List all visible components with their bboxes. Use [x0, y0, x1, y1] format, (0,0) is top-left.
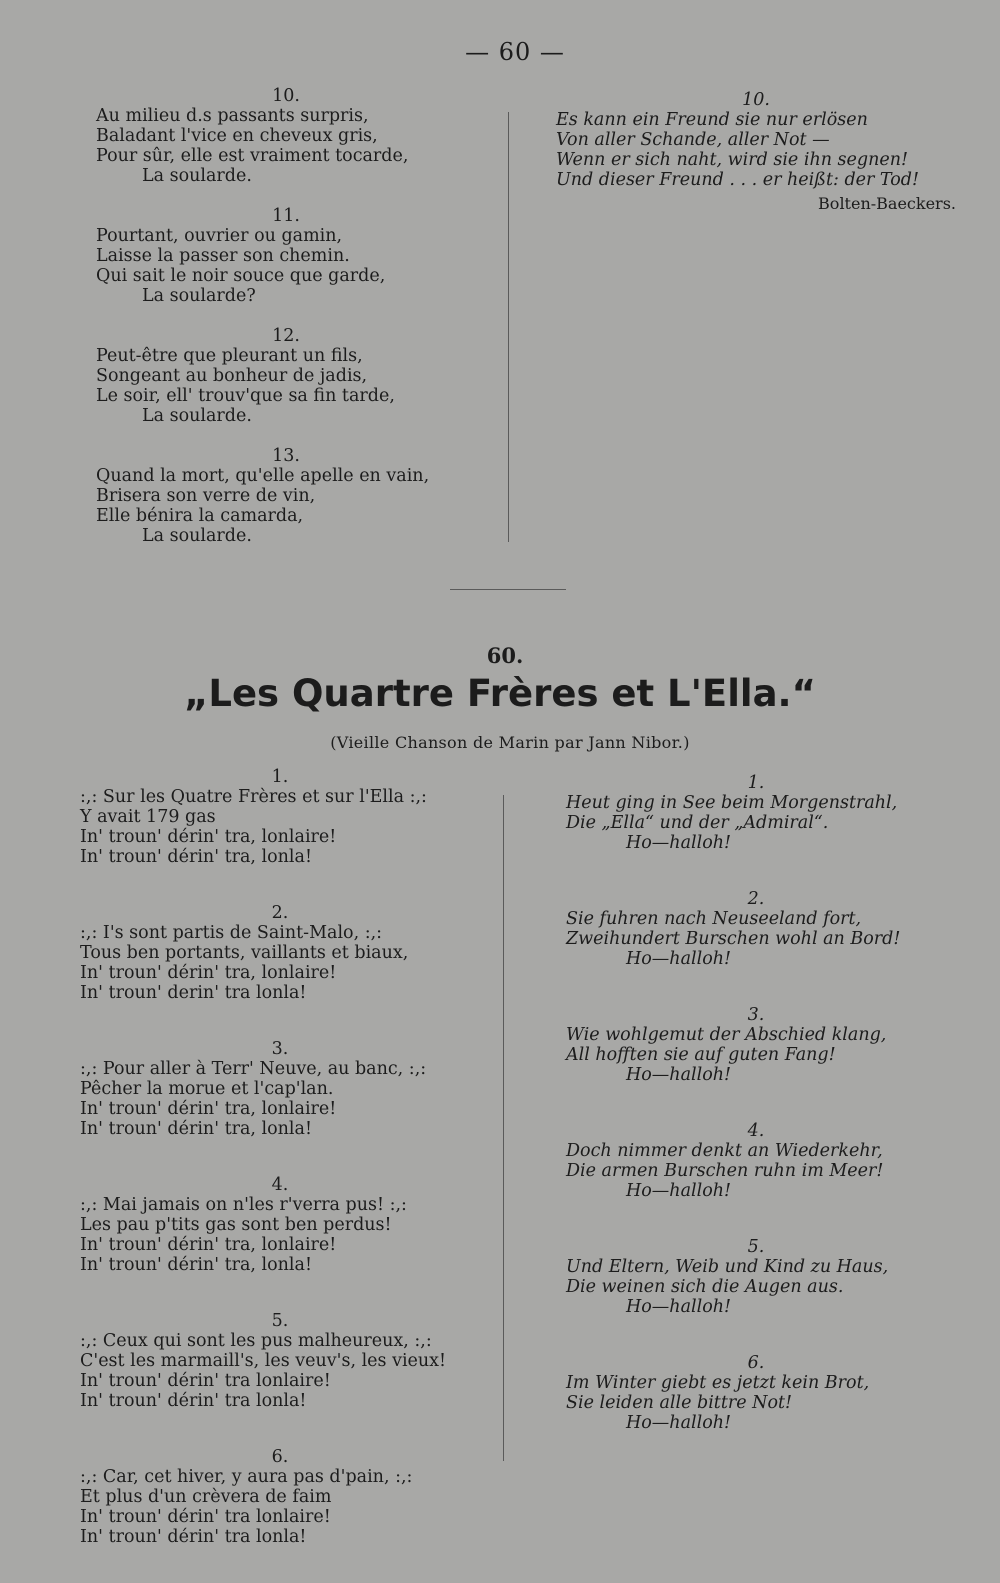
- verse-line: :,: Pour aller à Terr' Neuve, au banc, :,:: [80, 1059, 427, 1079]
- verse-number: 1.: [747, 773, 765, 793]
- column-divider-bottom: [503, 795, 504, 1461]
- verse-line: Tous ben portants, vaillants et biaux,: [80, 943, 409, 963]
- verse-line: In' troun' dérin' tra, lonlaire!: [80, 963, 337, 983]
- song-subtitle: (Vieille Chanson de Marin par Jann Nibor.): [330, 733, 690, 752]
- verse-line: Wenn er sich naht, wird sie ihn segnen!: [556, 150, 909, 170]
- verse-line: Baladant l'vice en cheveux gris,: [96, 126, 378, 146]
- verse-number: 6.: [747, 1353, 765, 1373]
- verse-line: :,: Car, cet hiver, y aura pas d'pain, :,:: [80, 1467, 413, 1487]
- verse-number: 5.: [747, 1237, 765, 1257]
- verse-line: :,: Mai jamais on n'les r'verra pus! :,:: [80, 1195, 407, 1215]
- stanza: [80, 1175, 480, 1275]
- verse-line: Le soir, ell' trouv'que sa fin tarde,: [96, 386, 395, 406]
- verse-line: In' troun' dérin' tra, lonlaire!: [80, 1235, 337, 1255]
- verse-line: Quand la mort, qu'elle apelle en vain,: [96, 466, 430, 486]
- verse-line: In' troun' derin' tra lonla!: [80, 983, 307, 1003]
- refrain-line: La soularde.: [142, 166, 252, 186]
- verse-line: Pêcher la morue et l'cap'lan.: [80, 1079, 334, 1099]
- stanza: [566, 1005, 946, 1085]
- verse-number: 12.: [272, 326, 300, 346]
- stanza: [566, 1121, 946, 1201]
- verse-number: 5.: [271, 1311, 289, 1331]
- verse-number: 1.: [271, 767, 289, 787]
- german-verse-top: [556, 90, 956, 214]
- verse-line: Peut-être que pleurant un fils,: [96, 346, 363, 366]
- refrain-line: La soularde?: [142, 286, 256, 306]
- verse-number: 4.: [271, 1175, 289, 1195]
- song-number: 60.: [486, 643, 524, 668]
- verse-line: Es kann ein Freund sie nur erlösen: [556, 110, 868, 130]
- verse-line: Und dieser Freund . . . er heißt: der Tod!: [556, 170, 920, 190]
- verse-line: All hofften sie auf guten Fang!: [566, 1045, 836, 1065]
- verse-number: 13.: [272, 446, 300, 466]
- song-title: „Les Quartre Frères et L'Ella.“: [184, 672, 816, 715]
- stanza: [566, 1237, 946, 1317]
- verse-line: In' troun' dérin' tra, lonla!: [80, 847, 312, 867]
- refrain-line: Ho—halloh!: [626, 1181, 732, 1201]
- stanza: [566, 1353, 946, 1433]
- verse-line: C'est les marmaill's, les veuv's, les vieux!: [80, 1351, 447, 1371]
- verse-line: Doch nimmer denkt an Wiederkehr,: [566, 1141, 883, 1161]
- verse-line: Von aller Schande, aller Not —: [556, 130, 830, 150]
- verse-line: In' troun' dérin' tra lonlaire!: [80, 1371, 331, 1391]
- verse-line: In' troun' dérin' tra, lonla!: [80, 1119, 312, 1139]
- verse-line: Die armen Burschen ruhn im Meer!: [566, 1161, 884, 1181]
- refrain-line: Ho—halloh!: [626, 1413, 732, 1433]
- verse-line: In' troun' dérin' tra, lonlaire!: [80, 827, 337, 847]
- column-divider-top: [508, 112, 509, 542]
- verse-line: Die „Ella“ und der „Admiral“.: [566, 813, 829, 833]
- stanza: [96, 446, 476, 546]
- verse-line: :,: I's sont partis de Saint-Malo, :,:: [80, 923, 383, 943]
- verse-line: Au milieu d.s passants surpris,: [96, 106, 369, 126]
- verse-line: In' troun' dérin' tra lonla!: [80, 1527, 307, 1547]
- verse-number: 4.: [747, 1121, 765, 1141]
- verse-line: Les pau p'tits gas sont ben perdus!: [80, 1215, 392, 1235]
- verse-line: Wie wohlgemut der Abschied klang,: [566, 1025, 887, 1045]
- stanza: [566, 773, 946, 853]
- verse-number: 2.: [747, 889, 765, 909]
- verse-number: 6.: [271, 1447, 289, 1467]
- page-number: — 60 —: [465, 38, 565, 66]
- verse-number: 3.: [271, 1039, 289, 1059]
- verse-line: In' troun' dérin' tra, lonla!: [80, 1255, 312, 1275]
- verse-number: 3.: [747, 1005, 765, 1025]
- verse-line: :,: Sur les Quatre Frères et sur l'Ella :,:: [80, 787, 427, 807]
- verse-line: Songeant au bonheur de jadis,: [96, 366, 368, 386]
- verse-line: Et plus d'un crèvera de faim: [80, 1487, 332, 1507]
- german-verses-bottom: [566, 773, 946, 1469]
- stanza: [96, 326, 476, 426]
- stanza: [80, 1447, 480, 1547]
- french-verses-bottom: [80, 767, 480, 1583]
- verse-line: Und Eltern, Weib und Kind zu Haus,: [566, 1257, 889, 1277]
- refrain-line: Ho—halloh!: [626, 1297, 732, 1317]
- verse-number: 10.: [272, 86, 300, 106]
- stanza: [80, 767, 480, 867]
- verse-line: Sie fuhren nach Neuseeland fort,: [566, 909, 862, 929]
- refrain-line: Ho—halloh!: [626, 1065, 732, 1085]
- verse-line: Zweihundert Burschen wohl an Bord!: [566, 929, 901, 949]
- author-signature: Bolten-Baeckers.: [818, 194, 956, 213]
- verse-line: Laisse la passer son chemin.: [96, 246, 350, 266]
- stanza: [566, 889, 946, 969]
- verse-line: Im Winter giebt es jetzt kein Brot,: [566, 1373, 870, 1393]
- refrain-line: Ho—halloh!: [626, 833, 732, 853]
- verse-line: In' troun' dérin' tra lonlaire!: [80, 1507, 331, 1527]
- stanza: [80, 903, 480, 1003]
- verse-line: Qui sait le noir souce que garde,: [96, 266, 386, 286]
- verse-line: Y avait 179 gas: [80, 807, 216, 827]
- french-verses-top: [96, 86, 476, 566]
- verse-line: Pour sûr, elle est vraiment tocarde,: [96, 146, 409, 166]
- verse-line: Brisera son verre de vin,: [96, 486, 316, 506]
- verse-number: 10.: [742, 90, 770, 110]
- verse-line: Pourtant, ouvrier ou gamin,: [96, 226, 343, 246]
- verse-line: Sie leiden alle bittre Not!: [566, 1393, 793, 1413]
- refrain-line: La soularde.: [142, 526, 252, 546]
- verse-line: In' troun' dérin' tra lonla!: [80, 1391, 307, 1411]
- refrain-line: Ho—halloh!: [626, 949, 732, 969]
- stanza: [80, 1311, 480, 1411]
- verse-line: :,: Ceux qui sont les pus malheureux, :,:: [80, 1331, 432, 1351]
- refrain-line: La soularde.: [142, 406, 252, 426]
- verse-number: 11.: [272, 206, 300, 226]
- verse-number: 2.: [271, 903, 289, 923]
- stanza: [80, 1039, 480, 1139]
- verse-line: Heut ging in See beim Morgenstrahl,: [566, 793, 898, 813]
- stanza: [96, 206, 476, 306]
- stanza: [96, 86, 476, 186]
- verse-line: In' troun' dérin' tra, lonlaire!: [80, 1099, 337, 1119]
- verse-line: Die weinen sich die Augen aus.: [566, 1277, 844, 1297]
- verse-line: Elle bénira la camarda,: [96, 506, 304, 526]
- section-divider: [450, 589, 566, 590]
